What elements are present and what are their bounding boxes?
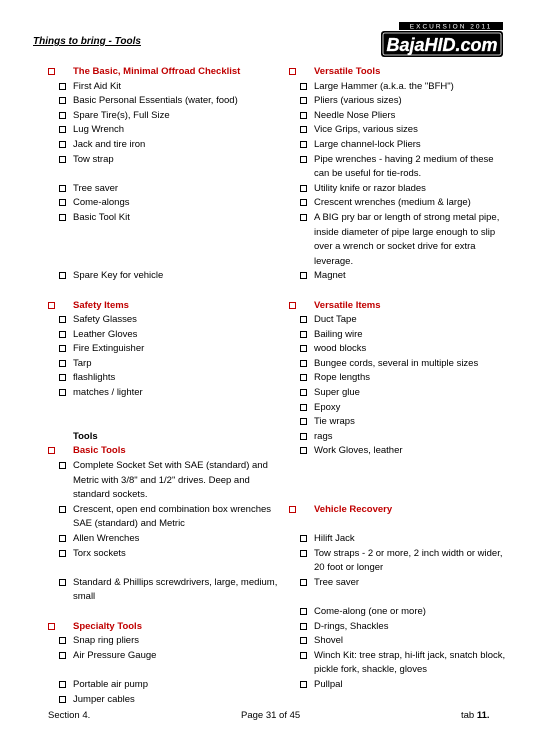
heading-label: Versatile Tools — [314, 66, 381, 77]
checklist-item — [289, 109, 509, 124]
checkbox-icon[interactable] — [300, 447, 307, 454]
checklist-item — [289, 430, 509, 445]
heading-label: Vehicle Recovery — [314, 503, 393, 515]
checkbox-icon[interactable] — [300, 681, 307, 688]
checklist-item — [48, 576, 278, 605]
checklist-item-label: Come-alongs — [73, 197, 130, 209]
checklist-item — [289, 401, 509, 416]
left-checklist-column — [48, 65, 278, 707]
checklist-item — [48, 503, 278, 532]
checkbox-icon[interactable] — [300, 608, 307, 615]
checkbox-icon[interactable] — [289, 506, 296, 513]
section-heading — [289, 65, 509, 80]
checklist-item — [289, 371, 509, 386]
checklist-item-label: Duct Tape — [314, 314, 357, 326]
checkbox-icon[interactable] — [59, 316, 66, 323]
checklist-item — [289, 678, 509, 693]
checkbox-icon[interactable] — [59, 535, 66, 542]
checkbox-icon[interactable] — [300, 331, 307, 338]
checkbox-icon[interactable] — [48, 68, 55, 75]
spacer — [289, 488, 509, 503]
checkbox-icon[interactable] — [59, 681, 66, 688]
checkbox-icon[interactable] — [300, 535, 307, 542]
section-heading — [289, 503, 509, 518]
checklist-item-label: Pullpal — [314, 678, 343, 690]
checklist-item-label: Basic Personal Essentials (water, food) — [73, 95, 238, 107]
checkbox-icon[interactable] — [59, 199, 66, 206]
checklist-item — [48, 386, 278, 401]
logo-main-text: BajaHID.com — [386, 35, 498, 55]
checkbox-icon[interactable] — [300, 272, 307, 279]
checklist-item-label: Crescent wrenches (medium & large) — [314, 197, 471, 209]
checklist-item-label: Utility knife or razor blades — [314, 182, 426, 194]
checkbox-icon[interactable] — [300, 199, 307, 206]
checklist-item — [289, 342, 509, 357]
checklist-item-label: Leather Gloves — [73, 328, 138, 340]
heading-label: Versatile Items — [314, 299, 381, 311]
checklist-item-label: Complete Socket Set with SAE (standard) and Metric with 3/8" and 1/2" drives. Deep and standard sockets. — [73, 460, 268, 501]
checklist-item — [48, 328, 278, 343]
checkbox-icon[interactable] — [59, 579, 66, 586]
section-heading — [48, 444, 278, 459]
checklist-item-label: First Aid Kit — [73, 80, 122, 92]
spacer — [48, 415, 278, 430]
checklist-item — [289, 94, 509, 109]
checklist-item — [289, 634, 509, 649]
checkbox-icon[interactable] — [300, 418, 307, 425]
checklist-item-label: Super glue — [314, 387, 360, 399]
checklist-item — [289, 649, 509, 678]
checkbox-icon[interactable] — [48, 447, 55, 454]
checkbox-icon[interactable] — [59, 97, 66, 104]
spacer — [48, 255, 278, 270]
checklist-item — [48, 634, 278, 649]
heading-label: Safety Items — [73, 299, 129, 311]
checkbox-icon[interactable] — [300, 374, 307, 381]
checkbox-icon[interactable] — [59, 83, 66, 90]
checklist-item-label: Tow straps - 2 or more, 2 inch width or wider, 20 foot or longer — [314, 547, 503, 574]
footer-section: Section 4. — [48, 710, 91, 721]
checklist-item-label: Air Pressure Gauge — [73, 649, 157, 661]
checkbox-icon[interactable] — [300, 550, 307, 557]
checkbox-icon[interactable] — [300, 433, 307, 440]
checkbox-icon[interactable] — [300, 637, 307, 644]
checklist-item-label: Allen Wrenches — [73, 533, 140, 544]
footer-tab — [461, 710, 490, 721]
checklist-item — [289, 576, 509, 591]
checklist-item-label: rags — [314, 430, 333, 442]
checklist-item — [289, 269, 509, 284]
checkbox-icon[interactable] — [300, 579, 307, 586]
checkbox-icon[interactable] — [59, 331, 66, 338]
checklist-item — [289, 605, 509, 620]
checkbox-icon[interactable] — [59, 506, 66, 513]
checklist-item-label: Come-along (one or more) — [314, 605, 426, 617]
checkbox-icon[interactable] — [289, 68, 296, 75]
spacer — [289, 284, 509, 299]
spacer — [289, 590, 509, 605]
checklist-item-label: Tarp — [73, 357, 92, 369]
checklist-item-label: Standard & Phillips screwdrivers, large, medium, small — [73, 576, 278, 603]
checklist-item — [48, 357, 278, 372]
checklist-item — [48, 196, 278, 211]
spacer — [289, 517, 509, 532]
checklist-item — [48, 547, 278, 562]
checklist-item — [48, 678, 278, 693]
checkbox-icon[interactable] — [59, 550, 66, 557]
heading-label: Tools — [73, 430, 98, 442]
checkbox-icon[interactable] — [59, 126, 66, 133]
checklist-item-label: Winch Kit: tree strap, hi-lift jack, snatch block, pickle fork, shackle, gloves — [314, 649, 506, 676]
checklist-item-label: D-rings, Shackles — [314, 620, 389, 632]
checklist-item-label: Large channel-lock Pliers — [314, 138, 421, 150]
section-heading — [48, 299, 278, 314]
footer-tab-label: tab — [461, 710, 475, 721]
checklist-item — [48, 153, 278, 168]
checkbox-icon[interactable] — [59, 272, 66, 279]
checklist-item — [48, 313, 278, 328]
spacer — [48, 401, 278, 416]
checklist-item-label: Shovel — [314, 635, 344, 647]
checklist-item — [289, 153, 509, 182]
spacer — [48, 240, 278, 255]
checklist-item-label: Pipe wrenches - having 2 medium of these can be useful for tie-rods. — [314, 153, 494, 180]
checklist-item-label: Spare Tire(s), Full Size — [73, 109, 170, 121]
footer-page-number: Page 31 of 45 — [241, 710, 301, 721]
checkbox-icon[interactable] — [289, 302, 296, 309]
checklist-item — [289, 532, 509, 547]
checklist-item-label: Rope lengths — [314, 372, 370, 384]
checklist-item-label: Lug Wrench — [73, 124, 125, 136]
checklist-item-label: Portable air pump — [73, 678, 148, 690]
checkbox-icon[interactable] — [300, 83, 307, 90]
checklist-item — [289, 211, 509, 269]
checklist-item-label: Spare Key for vehicle — [73, 270, 164, 282]
checklist-item-label: Jumper cables — [73, 693, 135, 705]
checklist-item-label: Work Gloves, leather — [314, 445, 403, 457]
checkbox-icon[interactable] — [300, 97, 307, 104]
heading-label: Specialty Tools — [73, 620, 142, 632]
checklist-item-label: Vice Grips, various sizes — [314, 124, 418, 136]
checklist-item-label: Needle Nose Pliers — [314, 109, 396, 121]
checkbox-icon[interactable] — [300, 185, 307, 192]
checklist-item — [48, 211, 278, 226]
checklist-item — [48, 371, 278, 386]
heading-label: The Basic, Minimal Offroad Checklist — [73, 66, 241, 77]
checklist-item-label: Tree saver — [314, 576, 360, 588]
checklist-item — [48, 182, 278, 197]
spacer — [48, 605, 278, 620]
checkbox-icon[interactable] — [300, 652, 307, 659]
checklist-item-label: Basic Tool Kit — [73, 211, 130, 223]
checklist-item — [289, 182, 509, 197]
checkbox-icon[interactable] — [59, 185, 66, 192]
checklist-item-label: Large Hammer (a.k.a. the "BFH") — [314, 80, 454, 92]
checklist-item — [289, 444, 509, 459]
checkbox-icon[interactable] — [300, 112, 307, 119]
checklist-item-label: Safety Glasses — [73, 314, 137, 326]
spacer — [48, 561, 278, 576]
section-heading — [289, 299, 509, 314]
checkbox-icon[interactable] — [300, 141, 307, 148]
checkbox-icon[interactable] — [300, 404, 307, 411]
checklist-item — [289, 138, 509, 153]
footer-tab-number: 11. — [476, 710, 490, 721]
checklist-item-label: wood blocks — [314, 343, 367, 355]
checkbox-icon[interactable] — [59, 652, 66, 659]
checklist-item — [289, 415, 509, 430]
heading-label: Basic Tools — [73, 445, 126, 457]
logo-top-text: EXCURSION 2011 — [409, 23, 493, 31]
checklist-item — [48, 532, 278, 547]
checkbox-icon[interactable] — [59, 214, 66, 221]
checklist-item — [48, 693, 278, 708]
checkbox-icon[interactable] — [300, 316, 307, 323]
checkbox-icon[interactable] — [59, 637, 66, 644]
checklist-item-label: Tie wraps — [314, 416, 355, 428]
spacer — [289, 459, 509, 474]
checklist-item-label: flashlights — [73, 372, 116, 384]
checklist-item-label: Jack and tire iron — [73, 138, 146, 150]
bajahid-logo — [379, 20, 504, 60]
checklist-item — [48, 94, 278, 109]
checkbox-icon[interactable] — [300, 389, 307, 396]
checklist-item-label: Fire Extinguisher — [73, 343, 145, 355]
checklist-item-label: A BIG pry bar or length of strong metal pipe, inside diameter of pipe large enough to slip over a wrench or socket drive for extra leverage. — [314, 211, 500, 267]
checklist-item — [48, 649, 278, 664]
checkbox-icon[interactable] — [48, 302, 55, 309]
checklist-item-label: matches / lighter — [73, 387, 143, 399]
checklist-item — [289, 196, 509, 211]
checklist-item-label: Snap ring pliers — [73, 635, 140, 647]
checklist-item-label: Bungee cords, several in multiple sizes — [314, 357, 479, 369]
checklist-item — [289, 547, 509, 576]
checklist-item-label: Magnet — [314, 270, 346, 282]
checklist-item — [48, 138, 278, 153]
checkbox-icon[interactable] — [59, 156, 66, 163]
checklist-item-label: Tow strap — [73, 153, 114, 165]
checklist-item — [289, 80, 509, 95]
checkbox-icon[interactable] — [300, 345, 307, 352]
checklist-item-label: Pliers (various sizes) — [314, 95, 402, 107]
checkbox-icon[interactable] — [59, 345, 66, 352]
spacer — [289, 474, 509, 489]
checklist-item-label: Crescent, open end combination box wrenches SAE (standard) and Metric — [73, 503, 272, 530]
checklist-item — [289, 123, 509, 138]
spacer — [48, 226, 278, 241]
page-title: Things to bring - Tools — [33, 36, 141, 47]
checkbox-icon[interactable] — [300, 156, 307, 163]
checklist-item — [289, 620, 509, 635]
checkbox-icon[interactable] — [300, 214, 307, 221]
checklist-item-label: Torx sockets — [73, 547, 126, 559]
checklist-item — [48, 269, 278, 284]
checkbox-icon[interactable] — [59, 112, 66, 119]
checkbox-icon[interactable] — [59, 360, 66, 367]
section-heading — [48, 65, 278, 80]
checklist-item-label: Hilift Jack — [314, 533, 355, 544]
checklist-item — [48, 80, 278, 95]
section-heading — [48, 620, 278, 635]
checkbox-icon[interactable] — [300, 126, 307, 133]
checkbox-icon[interactable] — [59, 696, 66, 703]
checklist-item — [289, 313, 509, 328]
checklist-item — [48, 459, 278, 503]
checkbox-icon[interactable] — [59, 141, 66, 148]
spacer — [48, 663, 278, 678]
checklist-item-label: Bailing wire — [314, 328, 363, 340]
checklist-item-label: Tree saver — [73, 182, 119, 194]
checklist-item — [289, 357, 509, 372]
checklist-item — [48, 123, 278, 138]
checkbox-icon[interactable] — [300, 360, 307, 367]
checkbox-icon[interactable] — [59, 374, 66, 381]
checklist-item — [48, 109, 278, 124]
right-checklist-column — [289, 65, 509, 693]
subsection-label — [48, 430, 278, 445]
checklist-item — [289, 328, 509, 343]
checkbox-icon[interactable] — [48, 623, 55, 630]
checklist-item — [289, 386, 509, 401]
spacer — [48, 284, 278, 299]
checklist-item — [48, 342, 278, 357]
checkbox-icon[interactable] — [59, 462, 66, 469]
spacer — [48, 167, 278, 182]
checklist-item-label: Epoxy — [314, 401, 341, 413]
checkbox-icon[interactable] — [300, 623, 307, 630]
checkbox-icon[interactable] — [59, 389, 66, 396]
